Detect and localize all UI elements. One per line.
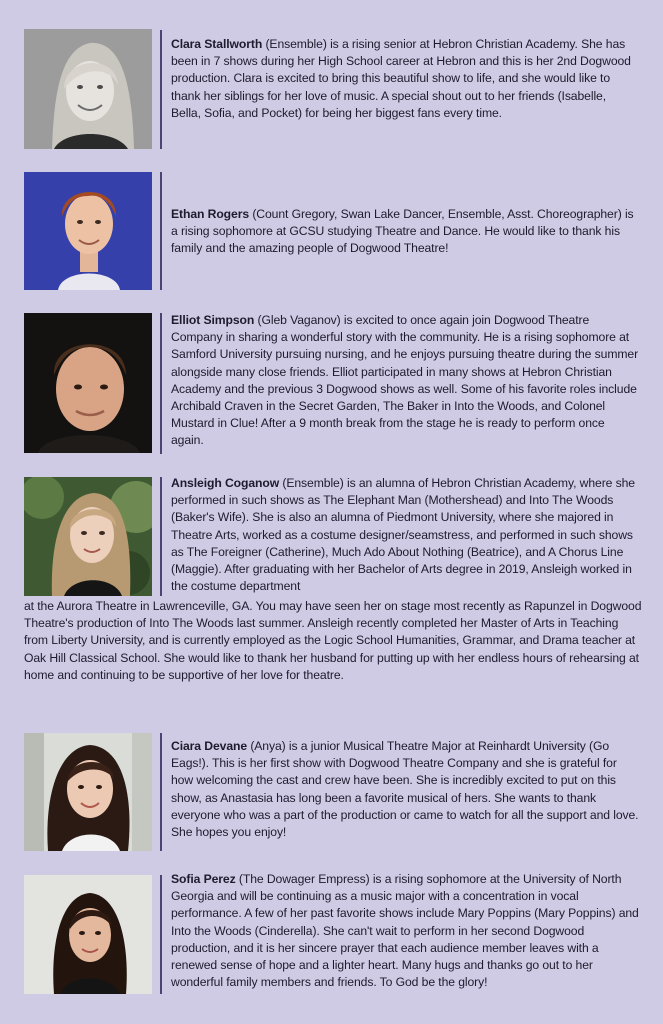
ansleigh-coganow-photo xyxy=(24,477,152,596)
bio-name: Clara Stallworth xyxy=(171,37,263,51)
bio-text: (Gleb Vaganov) is excited to once again join Dogwood Theatre Company in sharing a wonderful story with the community. He is a rising sophomore at Samford University pursuing nursing, and he enjoys pursuing theatre during the summer alongside many close friends. Elliot participated in many shows at Hebron Christian Academy and the previous 3 Dogwood shows as well. Some of his favorite roles include Archibald Craven in the Secret Garden, The Baker in Into the Woods, and Colonel Mustard in Clue! After a 9 month break from the stage he is ready to perform once again. xyxy=(171,313,639,448)
bio-name: Ethan Rogers xyxy=(171,207,250,221)
ethan-rogers-photo xyxy=(24,172,152,290)
bio-divider xyxy=(160,733,162,851)
bio-name: Ansleigh Coganow xyxy=(171,476,280,490)
bio-divider xyxy=(160,172,162,290)
bio-name: Ciara Devane xyxy=(171,739,248,753)
elliot-simpson-photo xyxy=(24,313,152,453)
bio-text: (Ensemble) is an alumna of Hebron Christian Academy, where she performed in such shows as The Elephant Man (Mothershead) and Into The Woods (Baker's Wife). She is also an alumna of Piedmont University, where she majored in Theatre Arts, worked as a costume designer/seamstress, and performed in such shows as The Foreigner (Catherine), Much Ado About Nothing (Beatrice), and A Chorus Line (Maggie). After graduating with her Bachelor of Arts degree in 2019, Ansleigh worked in the costume department xyxy=(171,476,635,594)
bio-text: (Ensemble) is a rising senior at Hebron Christian Academy. She has been in 7 shows during her High School career at Hebron and this is her 2nd Dogwood production. Clara is excited to bring this beautiful show to life, and she would like to thank her siblings for her love of music. A special shout out to her friends (Isabelle, Bella, Sofia, and Pocket) for being her biggest fans every time. xyxy=(171,37,631,120)
bio-text: (The Dowager Empress) is a rising sophomore at the University of North Georgia and will be continuing as a music major with a concentration in vocal performance. A few of her past favorite shows include Mary Poppins (Mary Poppins) and Into the Woods (Cinderella). She can't wait to perform in her second Dogwood production, and it is her sincere prayer that each audience member leaves with a renewed sense of hope and a lighter heart. Many hugs and thanks go out to her wonderful family members and friends. To God be the glory! xyxy=(171,872,639,990)
ciara-devane-photo xyxy=(24,733,152,851)
bio-name: Elliot Simpson xyxy=(171,313,255,327)
bio-ethan-rogers xyxy=(171,206,639,258)
clara-stallworth-photo xyxy=(24,29,152,149)
bio-ansleigh-coganow-continued xyxy=(24,598,644,684)
bio-divider xyxy=(160,875,162,994)
bio-text: (Anya) is a junior Musical Theatre Major at Reinhardt University (Go Eags!). This is her first show with Dogwood Theatre Company and she is grateful for how welcoming the cast and crew have been. She is incredibly excited to put on this show, as Anastasia has long been a favorite musical of hers. She wants to thank everyone who was a part of the production or came to watch for all the support and love. She hopes you enjoy! xyxy=(171,739,639,840)
bio-clara-stallworth xyxy=(171,36,639,122)
bio-divider xyxy=(160,30,162,149)
bio-text: (Count Gregory, Swan Lake Dancer, Ensemble, Asst. Choreographer) is a rising sophomore at GCSU studying Theatre and Dance. He would like to thank his family and the amazing people of Dogwood Theatre! xyxy=(171,207,634,256)
bio-sofia-perez xyxy=(171,871,639,991)
bio-elliot-simpson xyxy=(171,312,639,450)
bio-divider xyxy=(160,477,162,596)
bio-text-continued: at the Aurora Theatre in Lawrenceville, GA. You may have seen her on stage most recently as Rapunzel in Dogwood Theatre's production of Into The Woods last summer. Ansleigh recently completed her Master of Arts in Teaching from Liberty University, and is currently employed as the Logic School Humanities, Grammar, and Drama teacher at Oak Hill Classical School. She would like to thank her husband for putting up with her endless hours of rehearsing at home and continuing to be supportive of her love for theatre. xyxy=(24,599,642,682)
bio-ansleigh-coganow xyxy=(171,475,639,595)
bio-ciara-devane xyxy=(171,738,639,841)
bio-name: Sofia Perez xyxy=(171,872,236,886)
bio-divider xyxy=(160,313,162,454)
sofia-perez-photo xyxy=(24,875,152,994)
